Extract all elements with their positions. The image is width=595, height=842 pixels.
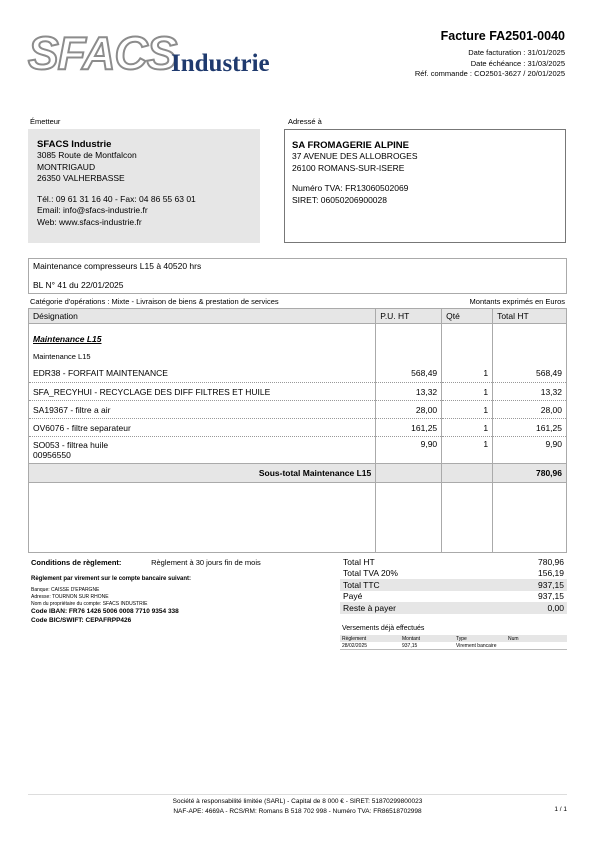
footer-line-2: NAF-APE: 4669A - RCS/RM: Romans B 518 702 998 - Numéro TVA: FR86518702998 — [173, 807, 422, 815]
emitter-name: SFACS Industrie — [37, 139, 112, 150]
row-total: 161,25 — [493, 419, 567, 437]
table-row — [29, 383, 567, 401]
reference-line-1: Maintenance compresseurs L15 à 40520 hrs — [33, 261, 202, 271]
iban: Code IBAN: FR76 1426 5006 0008 7710 9354 338 — [31, 608, 179, 615]
currency-note: Montants exprimés en Euros — [469, 297, 565, 306]
row-designation-line-1: SO053 - filtrea huile — [33, 440, 109, 450]
bic-swift: Code BIC/SWIFT: CEPAFRPP426 — [31, 616, 132, 624]
total-tva-label: Total TVA 20% — [343, 568, 398, 579]
total-ttc-value: 937,15 — [489, 579, 567, 591]
total-ht-row — [340, 556, 567, 568]
payments-header-cell: Montant — [400, 635, 454, 642]
row-designation: SFA_RECYHUI - RECYCLAGE DES DIFF FILTRES ET HUILE — [29, 383, 376, 401]
invoice-meta — [415, 48, 565, 80]
payment-num — [506, 642, 567, 650]
row-quantity: 1 — [442, 437, 493, 464]
emitter-address-3: 26350 VALHERBASSE — [37, 173, 125, 183]
section-desc-row — [29, 348, 567, 364]
footer-divider — [28, 794, 567, 795]
operation-category: Catégorie d'opérations : Mixte - Livraison de biens & prestation de services — [30, 297, 279, 306]
bank-name: Banque: CAISSE D'EPARGNE — [31, 587, 100, 593]
payment-row — [340, 642, 567, 650]
remaining-row — [340, 602, 567, 614]
logo-text: Industrie — [171, 50, 270, 77]
header-designation: Désignation — [29, 309, 376, 324]
emitter-label: Émetteur — [30, 117, 61, 126]
recipient-label: Adressé à — [288, 117, 322, 126]
recipient-box — [284, 129, 566, 243]
row-total: 28,00 — [493, 401, 567, 419]
header-unit-price: P.U. HT — [376, 309, 442, 324]
paid-label: Payé — [343, 591, 363, 602]
table-row — [29, 419, 567, 437]
row-unit-price: 568,49 — [376, 364, 442, 383]
reference-box — [28, 258, 567, 294]
footer — [0, 797, 595, 816]
payments-header-cell: Règlement — [340, 635, 400, 642]
table-row — [29, 401, 567, 419]
recipient-address-2: 26100 ROMANS-SUR-ISERE — [292, 162, 405, 173]
header-total: Total HT — [493, 309, 567, 324]
table-header — [29, 309, 567, 324]
conditions-value: Règlement à 30 jours fin de mois — [151, 558, 261, 567]
remaining-label: Reste à payer — [340, 602, 489, 614]
invoice-title: Facture FA2501-0040 — [440, 29, 565, 43]
payments-header-cell: Type — [454, 635, 506, 642]
recipient-address-1: 37 AVENUE DES ALLOBROGES — [292, 151, 418, 161]
table-spacer — [29, 483, 567, 553]
row-quantity: 1 — [442, 364, 493, 383]
row-unit-price: 13,32 — [376, 383, 442, 401]
row-designation — [29, 437, 376, 464]
transfer-label: Règlement par virement sur le compte bancaire suivant: — [31, 576, 192, 582]
total-ht-label: Total HT — [343, 556, 375, 567]
totals-table — [340, 556, 567, 614]
company-logo — [28, 27, 288, 84]
page-number: 1 / 1 — [554, 806, 567, 813]
row-unit-price: 161,25 — [376, 419, 442, 437]
footer-line-1: Société à responsabilité limitée (SARL) - Capital de 8 000 € - SIRET: 51870299800023 — [172, 798, 423, 805]
payments-table — [340, 635, 567, 650]
emitter-box — [28, 129, 260, 243]
subtotal-value: 780,96 — [493, 464, 567, 483]
account-owner: Nom du propriétaire du compte: SFACS INDUSTRIE — [31, 601, 148, 607]
row-quantity: 1 — [442, 383, 493, 401]
paid-row — [340, 591, 567, 603]
payment-type: Virement bancaire — [454, 642, 506, 650]
row-designation: SA19367 - filtre a air — [29, 401, 376, 419]
emitter-web: Web: www.sfacs-industrie.fr — [37, 216, 142, 227]
logo-mark: SFACS — [28, 27, 177, 79]
table-row — [29, 437, 567, 464]
payments-header-cell: Num — [506, 635, 567, 642]
row-unit-price: 28,00 — [376, 401, 442, 419]
items-table — [28, 308, 567, 553]
bank-address: Adresse: TOURNON SUR RHONE — [31, 594, 109, 600]
recipient-name: SA FROMAGERIE ALPINE — [292, 140, 409, 151]
section-description: Maintenance L15 — [29, 348, 376, 364]
header-quantity: Qté — [442, 309, 493, 324]
due-date: Date échéance : 31/03/2025 — [470, 58, 565, 68]
payment-amount: 937,15 — [400, 642, 454, 650]
payment-conditions — [31, 558, 261, 625]
emitter-address-2: MONTRIGAUD — [37, 161, 96, 172]
subtotal-label: Sous-total Maintenance L15 — [29, 464, 376, 483]
row-quantity: 1 — [442, 419, 493, 437]
row-designation: EDR38 - FORFAIT MAINTENANCE — [29, 364, 376, 383]
conditions-label: Conditions de règlement: — [31, 558, 122, 567]
recipient-siret: SIRET: 06050206900028 — [292, 194, 387, 205]
row-total: 568,49 — [493, 364, 567, 383]
table-row — [29, 364, 567, 383]
row-total: 13,32 — [493, 383, 567, 401]
paid-value: 937,15 — [538, 591, 564, 602]
invoice-date: Date facturation : 31/01/2025 — [468, 48, 565, 57]
total-tva-value: 156,19 — [538, 568, 564, 579]
total-ht-value: 780,96 — [538, 556, 564, 567]
subtotal-row — [29, 464, 567, 483]
row-designation: OV6076 - filtre separateur — [29, 419, 376, 437]
total-tva-row — [340, 568, 567, 580]
payments-title: Versements déjà effectués — [342, 625, 425, 632]
payment-date: 28/02/2025 — [340, 642, 400, 650]
row-unit-price: 9,90 — [376, 437, 442, 464]
emitter-phone: Tél.: 09 61 31 16 40 - Fax: 04 86 55 63 01 — [37, 193, 196, 204]
section-title-row — [29, 324, 567, 349]
section-title: Maintenance L15 — [33, 334, 102, 344]
emitter-email: Email: info@sfacs-industrie.fr — [37, 205, 148, 215]
total-ttc-label: Total TTC — [340, 579, 489, 591]
remaining-value: 0,00 — [489, 602, 567, 614]
total-ttc-row — [340, 579, 567, 591]
payments-header — [340, 635, 567, 642]
recipient-tva: Numéro TVA: FR13060502069 — [292, 183, 409, 193]
row-quantity: 1 — [442, 401, 493, 419]
emitter-address-1: 3085 Route de Montfalcon — [37, 150, 137, 160]
row-designation-line-2: 00956550 — [33, 450, 71, 460]
reference-line-2: BL N° 41 du 22/01/2025 — [33, 280, 124, 290]
row-total: 9,90 — [493, 437, 567, 464]
order-ref: Réf. commande : CO2501-3627 / 20/01/2025 — [414, 69, 565, 78]
